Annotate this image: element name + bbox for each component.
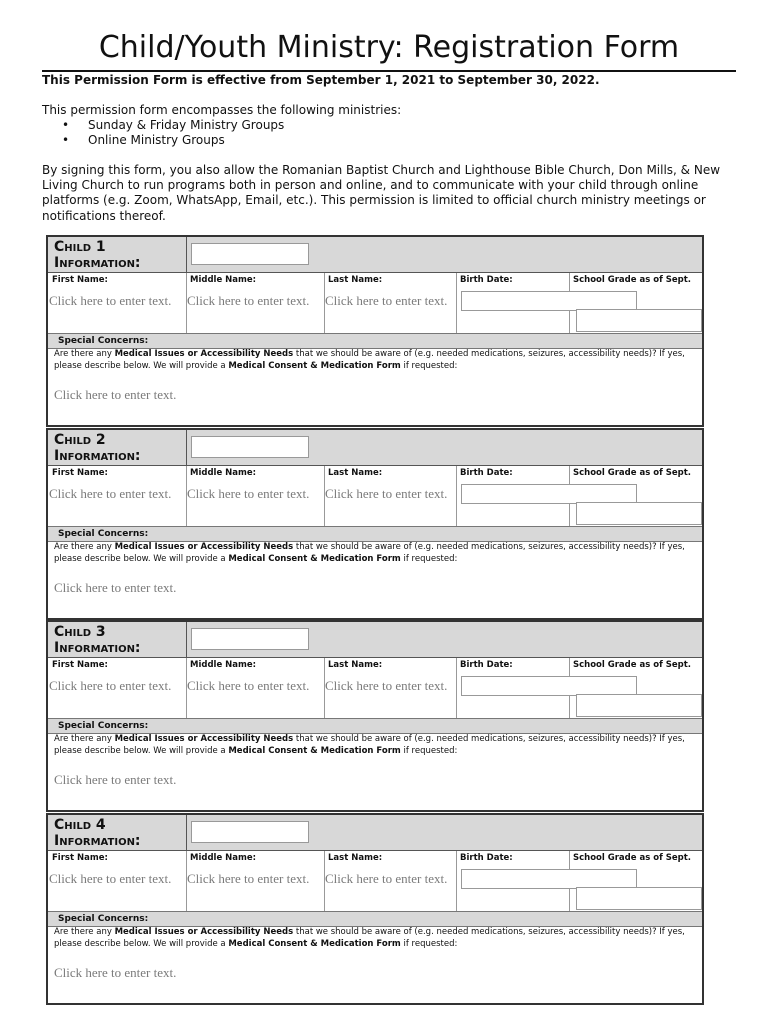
first-name-input[interactable]: Click here to enter text. (49, 293, 172, 308)
last-name-label: Last Name: (328, 275, 383, 285)
medical-question: Are there any Medical Issues or Accessibility Needs that we should be aware of (e.g. needed medications, seizures, accessibility needs)? If yes, please describe below. We will provide a Medical Consent & Medication Form if requested: (54, 542, 685, 564)
page-title: Child/Youth Ministry: Registration Form (98, 30, 680, 65)
header-divider (186, 430, 187, 465)
birth-date-label: Birth Date: (460, 660, 513, 670)
last-name-input[interactable]: Click here to enter text. (325, 871, 448, 886)
last-name-input[interactable]: Click here to enter text. (325, 678, 448, 693)
first-name-label: First Name: (52, 660, 108, 670)
special-concerns-input[interactable]: Click here to enter text. (54, 387, 177, 402)
effective-dates: This Permission Form is effective from September 1, 2021 to September 30, 2022. (42, 73, 600, 87)
birth-date-input[interactable] (461, 484, 637, 504)
child-name-field[interactable] (191, 821, 309, 843)
child-3-section (46, 620, 704, 812)
child-name-field[interactable] (191, 628, 309, 650)
child-heading: Child 1 Information: (54, 239, 141, 271)
header-divider (186, 815, 187, 850)
ministry-item: • Online Ministry Groups (62, 133, 284, 148)
birth-date-input[interactable] (461, 676, 637, 696)
special-concerns-bar (48, 911, 702, 927)
medical-question: Are there any Medical Issues or Accessibility Needs that we should be aware of (e.g. needed medications, seizures, accessibility needs)? If yes, please describe below. We will provide a Medical Consent & Medication Form if requested: (54, 349, 685, 371)
last-name-input[interactable]: Click here to enter text. (325, 486, 448, 501)
first-name-label: First Name: (52, 275, 108, 285)
birth-date-label: Birth Date: (460, 468, 513, 478)
child-name-field[interactable] (191, 243, 309, 265)
child-heading: Child 3 Information: (54, 624, 141, 656)
consent-paragraph: By signing this form, you also allow the Romanian Baptist Church and Lighthouse Bible Church, Don Mills, & New Living Church to run programs both in person and online, and to communicate with your child through online platforms (e.g. Zoom, WhatsApp, Email, etc.). This permission is limited to official church ministry meetings or notifications thereof. (42, 163, 721, 223)
last-name-label: Last Name: (328, 660, 383, 670)
last-name-input[interactable]: Click here to enter text. (325, 293, 448, 308)
child-1-section (46, 235, 704, 427)
child-name-field[interactable] (191, 436, 309, 458)
special-concerns-bar (48, 333, 702, 349)
medical-question: Are there any Medical Issues or Accessibility Needs that we should be aware of (e.g. needed medications, seizures, accessibility needs)? If yes, please describe below. We will provide a Medical Consent & Medication Form if requested: (54, 927, 685, 949)
special-concerns-label: Special Concerns: (58, 336, 149, 346)
school-grade-label: School Grade as of Sept. (573, 853, 691, 863)
header-divider (186, 622, 187, 657)
special-concerns-input[interactable]: Click here to enter text. (54, 772, 177, 787)
birth-date-input[interactable] (461, 291, 637, 311)
medical-question: Are there any Medical Issues or Accessibility Needs that we should be aware of (e.g. needed medications, seizures, accessibility needs)? If yes, please describe below. We will provide a Medical Consent & Medication Form if requested: (54, 734, 685, 756)
special-concerns-input[interactable]: Click here to enter text. (54, 580, 177, 595)
middle-name-label: Middle Name: (190, 660, 257, 670)
school-grade-input[interactable] (576, 887, 702, 910)
school-grade-input[interactable] (576, 694, 702, 717)
child-header (48, 815, 702, 851)
first-name-label: First Name: (52, 468, 108, 478)
first-name-input[interactable]: Click here to enter text. (49, 871, 172, 886)
middle-name-input[interactable]: Click here to enter text. (187, 293, 310, 308)
first-name-input[interactable]: Click here to enter text. (49, 678, 172, 693)
ministries-intro: This permission form encompasses the following ministries: (42, 103, 402, 117)
special-concerns-label: Special Concerns: (58, 721, 149, 731)
birth-date-label: Birth Date: (460, 853, 513, 863)
special-concerns-label: Special Concerns: (58, 914, 149, 924)
child-heading: Child 4 Information: (54, 817, 141, 849)
school-grade-input[interactable] (576, 502, 702, 525)
title-divider (42, 70, 736, 72)
special-concerns-bar (48, 718, 702, 734)
middle-name-label: Middle Name: (190, 853, 257, 863)
school-grade-input[interactable] (576, 309, 702, 332)
first-name-label: First Name: (52, 853, 108, 863)
school-grade-label: School Grade as of Sept. (573, 468, 691, 478)
birth-date-input[interactable] (461, 869, 637, 889)
birth-date-label: Birth Date: (460, 275, 513, 285)
last-name-label: Last Name: (328, 853, 383, 863)
field-labels (48, 658, 702, 672)
child-header (48, 622, 702, 658)
child-4-section (46, 813, 704, 1005)
middle-name-label: Middle Name: (190, 468, 257, 478)
school-grade-label: School Grade as of Sept. (573, 275, 691, 285)
special-concerns-label: Special Concerns: (58, 529, 149, 539)
header-divider (186, 237, 187, 272)
last-name-label: Last Name: (328, 468, 383, 478)
field-labels (48, 466, 702, 480)
middle-name-input[interactable]: Click here to enter text. (187, 871, 310, 886)
field-labels (48, 273, 702, 287)
school-grade-label: School Grade as of Sept. (573, 660, 691, 670)
child-heading: Child 2 Information: (54, 432, 141, 464)
ministry-list (62, 118, 284, 148)
ministry-item: • Sunday & Friday Ministry Groups (62, 118, 284, 133)
middle-name-input[interactable]: Click here to enter text. (187, 486, 310, 501)
first-name-input[interactable]: Click here to enter text. (49, 486, 172, 501)
middle-name-label: Middle Name: (190, 275, 257, 285)
child-2-section (46, 428, 704, 620)
field-labels (48, 851, 702, 865)
child-header (48, 237, 702, 273)
child-header (48, 430, 702, 466)
special-concerns-input[interactable]: Click here to enter text. (54, 965, 177, 980)
special-concerns-bar (48, 526, 702, 542)
middle-name-input[interactable]: Click here to enter text. (187, 678, 310, 693)
